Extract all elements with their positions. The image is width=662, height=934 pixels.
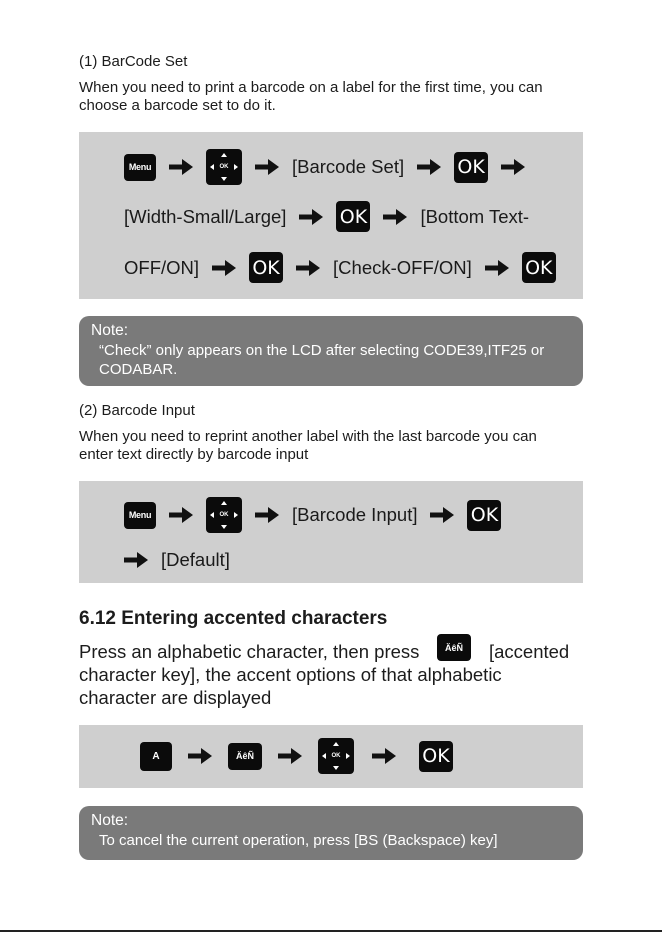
- section3-line1a: Press an alphabetic character, then press: [79, 641, 420, 662]
- arrow-right-icon: [168, 158, 194, 176]
- section1-heading: (1) BarCode Set: [79, 53, 188, 70]
- barcode-input-flow-box: [79, 481, 583, 583]
- section2-heading: (2) Barcode Input: [79, 402, 195, 419]
- ok-key-icon: OK: [467, 500, 501, 531]
- flow3-row1: [140, 738, 453, 774]
- arrow-right-icon: [298, 208, 324, 226]
- arrow-right-icon: [416, 158, 442, 176]
- barcode-input-label: [Barcode Input]: [292, 504, 418, 525]
- dpad-icon: [206, 497, 242, 533]
- check-option-label: [Check-OFF/ON]: [333, 256, 472, 278]
- flow1-row2: [124, 201, 529, 232]
- ok-key-icon: OK: [522, 252, 556, 283]
- section2-body-line2: enter text directly by barcode input: [79, 446, 309, 463]
- section2-body-line1: When you need to reprint another label with the last barcode you can: [79, 428, 537, 445]
- section1-body-line1: When you need to print a barcode on a label for the first time, you can: [79, 79, 543, 96]
- arrow-right-icon: [187, 747, 213, 765]
- note-cancel-operation: [79, 806, 583, 860]
- note-line1: To cancel the current operation, press [BS (Backspace) key]: [99, 832, 498, 849]
- arrow-right-icon: [429, 506, 455, 524]
- note-check-availability: [79, 316, 583, 386]
- a-key-icon: A: [140, 742, 172, 771]
- arrow-right-icon: [371, 747, 397, 765]
- dpad-center-label: OK: [219, 164, 229, 170]
- accent-key-icon: ÄêÑ: [437, 634, 471, 661]
- arrow-right-icon: [123, 551, 149, 569]
- menu-key-icon: Menu: [124, 154, 156, 181]
- bottom-text-label-a: [Bottom Text-: [420, 205, 530, 227]
- arrow-right-icon: [500, 158, 526, 176]
- flow2-row1: [124, 497, 501, 533]
- default-option-label: [Default]: [161, 549, 230, 570]
- arrow-right-icon: [211, 259, 237, 277]
- width-option-label: [Width-Small/Large]: [124, 205, 287, 227]
- dpad-center-label: OK: [219, 512, 229, 518]
- bottom-text-label-b: OFF/ON]: [124, 256, 200, 278]
- note-line1: “Check” only appears on the LCD after selecting CODE39,ITF25 or: [99, 342, 545, 359]
- arrow-right-icon: [254, 158, 280, 176]
- accent-flow-box: [79, 725, 583, 788]
- arrow-right-icon: [295, 259, 321, 277]
- barcode-set-flow-box: [79, 132, 583, 299]
- dpad-center-label: OK: [331, 753, 341, 759]
- section3-line1b: [accented: [489, 641, 570, 662]
- flow2-row2: [111, 549, 230, 571]
- arrow-right-icon: [484, 259, 510, 277]
- note-line2: CODABAR.: [99, 361, 178, 378]
- section3-line3: character are displayed: [79, 687, 272, 708]
- arrow-right-icon: [254, 506, 280, 524]
- section-6-12-heading: 6.12 Entering accented characters: [79, 608, 388, 629]
- ok-key-icon: OK: [454, 152, 488, 183]
- ok-key-icon: OK: [336, 201, 370, 232]
- arrow-right-icon: [168, 506, 194, 524]
- section3-line2: character key], the accent options of that alphabetic: [79, 664, 502, 685]
- menu-key-icon: Menu: [124, 502, 156, 529]
- accent-key-icon: ÄêÑ: [228, 743, 262, 770]
- note-title: Note:: [91, 322, 129, 339]
- arrow-right-icon: [382, 208, 408, 226]
- page-bottom-rule: [0, 930, 662, 932]
- flow1-row3: [124, 252, 556, 283]
- section1-body-line2: choose a barcode set to do it.: [79, 97, 276, 114]
- dpad-icon: [318, 738, 354, 774]
- note-title: Note:: [91, 812, 129, 829]
- barcode-set-label: [Barcode Set]: [292, 156, 405, 177]
- ok-key-icon: OK: [419, 741, 453, 772]
- dpad-icon: [206, 149, 242, 185]
- flow1-row1: [124, 149, 538, 185]
- ok-key-icon: OK: [249, 252, 283, 283]
- arrow-right-icon: [277, 747, 303, 765]
